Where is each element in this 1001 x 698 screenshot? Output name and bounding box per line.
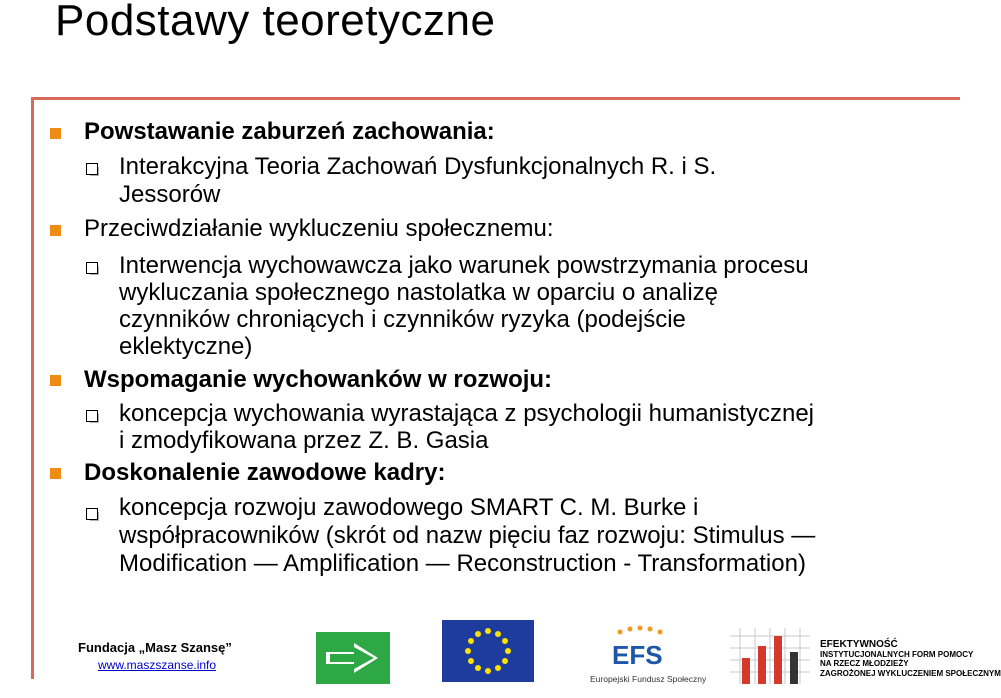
- sub-bullet-line: czynników chroniących i czynników ryzyka (podejście: [119, 306, 686, 333]
- section-heading: Przeciwdziałanie wykluczeniu społecznemu:: [84, 215, 554, 242]
- sub-bullet-line: współpracowników (skrót od nazw pięciu faz rozwoju: Stimulus —: [119, 522, 816, 549]
- arrows-logo-icon: [316, 632, 390, 684]
- sub-bullet-line: Jessorów: [119, 181, 221, 208]
- sub-bullet-line: Interakcyjna Teoria Zachowań Dysfunkcjonalnych R. i S.: [119, 153, 717, 180]
- sub-bullet-line: Modification — Amplification — Reconstruction - Transformation): [119, 550, 806, 577]
- bullet-square-icon: [50, 128, 61, 139]
- efs-logo-icon: [590, 624, 707, 686]
- efektywnosc-logo-text: [820, 640, 1001, 678]
- footer-organization: Fundacja „Masz Szansę”: [78, 640, 232, 655]
- title-divider-horizontal: [31, 97, 960, 100]
- chart-grid-logo-icon: [730, 628, 810, 684]
- checkbox-bullet-icon: [86, 163, 98, 175]
- bullet-square-icon: [50, 468, 61, 479]
- checkbox-bullet-icon: [86, 508, 98, 520]
- bullet-square-icon: [50, 375, 61, 386]
- sub-bullet-line: koncepcja wychowania wyrastająca z psychologii humanistycznej: [119, 400, 815, 427]
- efekt-line: INSTYTUCJONALNYCH FORM POMOCY: [820, 649, 974, 659]
- eu-flag-icon: [442, 620, 534, 682]
- efs-label: EFS: [612, 640, 663, 670]
- checkbox-bullet-icon: [86, 410, 98, 422]
- sub-bullet-line: eklektyczne): [119, 333, 253, 360]
- efekt-line: ZAGROŻONEJ WYKLUCZENIEM SPOŁECZNYM: [820, 668, 1001, 678]
- sub-bullet-line: koncepcja rozwoju zawodowego SMART C. M. Burke i: [119, 494, 699, 521]
- efs-caption: Europejski Fundusz Społeczny: [590, 674, 707, 684]
- efekt-line: EFEKTYWNOŚĆ: [820, 639, 898, 650]
- checkbox-bullet-icon: [86, 262, 98, 274]
- section-heading: Powstawanie zaburzeń zachowania:: [84, 118, 495, 145]
- sub-bullet-line: Interwencja wychowawcza jako warunek powstrzymania procesu: [119, 252, 809, 279]
- sub-bullet-line: i zmodyfikowana przez Z. B. Gasia: [119, 427, 489, 454]
- bullet-square-icon: [50, 225, 61, 236]
- footer-website-link[interactable]: www.maszszanse.info: [98, 658, 217, 672]
- section-heading: Doskonalenie zawodowe kadry:: [84, 459, 446, 486]
- page-title: Podstawy teoretyczne: [55, 0, 496, 45]
- title-divider-vertical: [31, 99, 34, 679]
- efekt-line: NA RZECZ MŁODZIEŻY: [820, 659, 909, 668]
- section-heading: Wspomaganie wychowanków w rozwoju:: [84, 366, 553, 393]
- sub-bullet-line: wykluczania społecznego nastolatka w oparciu o analizę: [119, 279, 719, 306]
